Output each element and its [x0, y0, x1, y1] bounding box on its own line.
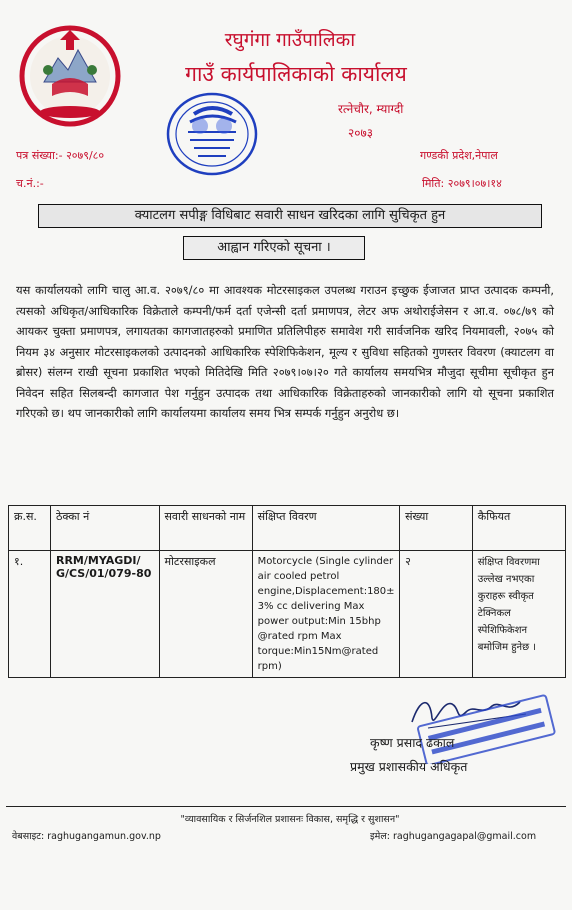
cell-sn: १.	[9, 551, 51, 678]
signer-name: कृष्ण प्रसाद ढकाल	[370, 735, 455, 750]
established-year: २०७३	[348, 126, 373, 140]
col-header-qty: संख्या	[400, 506, 473, 551]
footer-email: इमेल: raghugangagapal@gmail.com	[370, 831, 537, 842]
municipality-name: रघुगंगा गाउँपालिका	[224, 29, 356, 51]
notice-date: मिति: २०७९।०७।१४	[422, 177, 502, 190]
cell-spec: Motorcycle (Single cylinder air cooled petrol engine,Displacement:180± 3% cc delivering Max power output:Min 15bhp @rated rpm Max torque:Min15Nm@rated rpm)	[252, 551, 399, 678]
letter-number: पत्र संख्या:- २०७९/८०	[16, 149, 105, 162]
vehicle-table	[8, 505, 566, 678]
office-seal-stamp	[160, 92, 262, 182]
dispatch-number: च.नं.:-	[16, 177, 44, 190]
footer-divider	[6, 806, 566, 807]
col-header-sn: क्र.स.	[9, 506, 51, 551]
col-header-remark: कैफियत	[472, 506, 565, 551]
footer-slogan: "व्यावसायिक र सिर्जनशिल प्रशासनः विकास, समृद्धि र सुशासन"	[180, 814, 400, 825]
office-name: गाउँ कार्यपालिकाको कार्यालय	[185, 62, 407, 86]
col-header-vehicle: सवारी साधनको नाम	[159, 506, 252, 551]
province-label: गण्डकी प्रदेश,नेपाल	[420, 149, 498, 162]
notice-title-line-1: क्याटलग सपीङ्ग विधिबाट सवारी साधन खरिदका लागि सुचिकृत हुन	[38, 204, 542, 228]
office-address: रत्नेचौर, म्याग्दी	[338, 102, 404, 116]
footer-website: वेबसाइट: raghugangamun.gov.np	[12, 831, 161, 842]
cell-remark: संक्षिप्त विवरणमा उल्लेख नभएका कुराहरू स्वीकृत टेक्निकल स्पेशिफिकेशन बमोजिम हुनेछ ।	[472, 551, 565, 678]
cell-qty: २	[400, 551, 473, 678]
col-header-contract-no: ठेक्का नं	[50, 506, 159, 551]
officer-name-stamp	[412, 694, 562, 764]
table-row	[9, 551, 566, 678]
col-header-spec: संक्षिप्त विवरण	[252, 506, 399, 551]
notice-body-paragraph: यस कार्यालयको लागि चालु आ.व. २०७९/८० मा आवश्यक मोटरसाइकल उपलब्ध गराउन इच्छुक ईजाजत प्राप्त उत्पादक कम्पनी, त्यसको अधिकृत/आधिकारिक विक्रेताले कम्पनी/फर्म दर्ता एजेन्सी दर्ता प्रमाणपत्र, लेटर अफ अथोराईजेसन र आ.व. ०७८/७९ को आयकर चुक्ता प्रमाणपत्र, लगायतका कागजातहरुको प्रमाणित प्रतिलिपीहरु समावेश गरी सार्वजनिक खरिद नियमावली, २०७५ को नियम ३४ अनुसार मोटरसाइकलको उत्पादनको आधिकारिक स्पेशिफिकेशन, मूल्य र सुविधा सहितको गुणस्तर विवरण (क्याटलग वा ब्रोसर) संलग्न राखी सूचना प्रकाशित भएको मितिदेखि मिति २०७९।०७।२० गते कार्यालय समयभित्र मौजुदा सूचीमा सूचीकृत हुन निवेदन सहित सिलबन्दी कागजात पेश गर्नुहुन उत्पादक तथा आधिकारिक विक्रेताहरुको जानकारीको लागि यो सूचना प्रकाशित गरिएको छ। थप जानकारीको लागि कार्यालयमा कार्यालय समय भित्र सम्पर्क गर्नुहुन अनुरोध छ।	[16, 283, 554, 420]
cell-vehicle: मोटरसाइकल	[159, 551, 252, 678]
table-header-row	[9, 506, 566, 551]
signer-title: प्रमुख प्रशासकीय अधिकृत	[350, 759, 468, 774]
cell-contract-no: RRM/MYAGDI/G/CS/01/079-80	[50, 551, 159, 678]
nepal-emblem-logo	[18, 20, 122, 132]
notice-title-line-2: आह्वान गरिएको सूचना ।	[183, 236, 365, 260]
